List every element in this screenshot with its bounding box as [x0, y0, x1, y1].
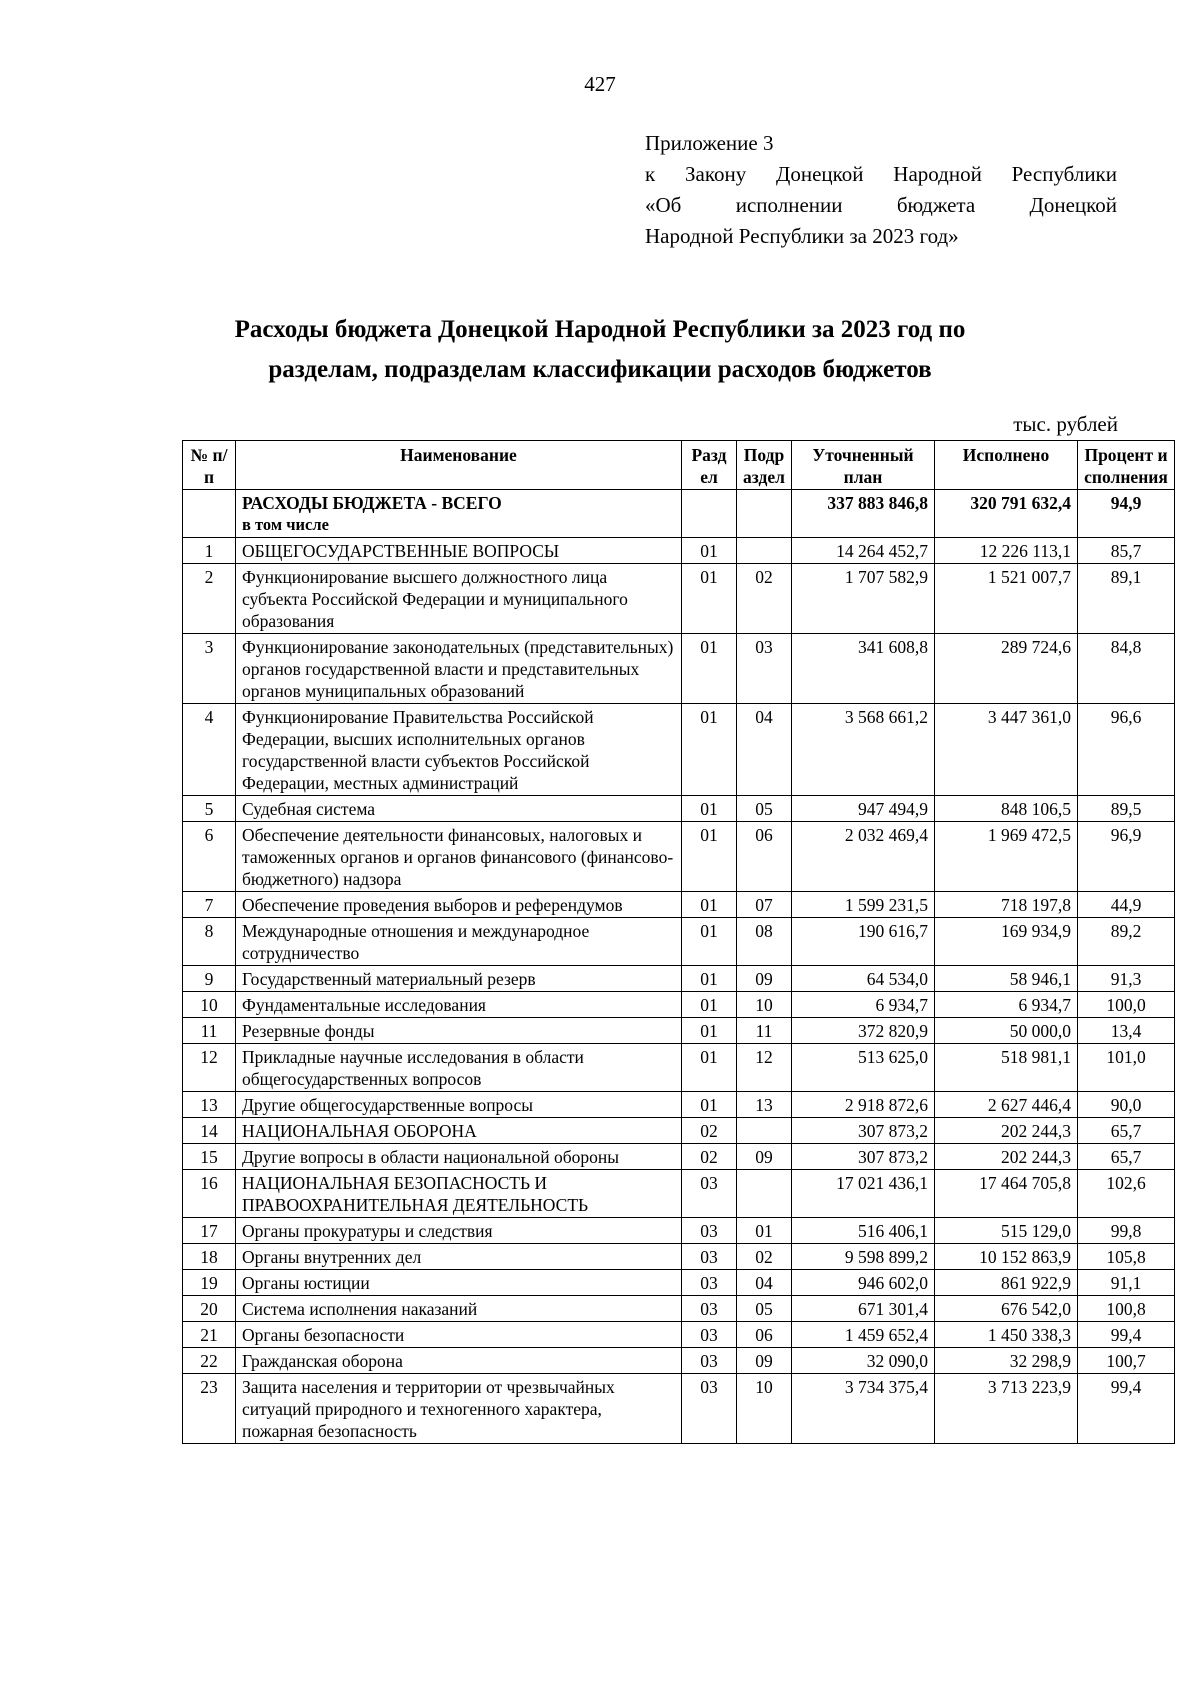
row-section: 01 [682, 1092, 737, 1118]
row-name: Органы внутренних дел [236, 1244, 682, 1270]
row-section: 02 [682, 1144, 737, 1170]
row-name: НАЦИОНАЛЬНАЯ ОБОРОНА [236, 1118, 682, 1144]
row-percent: 96,9 [1078, 822, 1175, 892]
row-plan: 946 602,0 [792, 1270, 935, 1296]
row-num: 13 [183, 1092, 236, 1118]
row-percent: 101,0 [1078, 1044, 1175, 1092]
table-row [183, 1118, 1175, 1144]
table-row [183, 1270, 1175, 1296]
row-subsection: 12 [737, 1044, 792, 1092]
row-subsection: 13 [737, 1092, 792, 1118]
header-percent: Процент исполнения [1078, 441, 1175, 490]
table-row [183, 1092, 1175, 1118]
row-name: Судебная система [236, 796, 682, 822]
table-row [183, 1218, 1175, 1244]
row-section: 01 [682, 564, 737, 634]
row-num: 4 [183, 704, 236, 796]
row-section: 01 [682, 966, 737, 992]
row-percent: 99,4 [1078, 1322, 1175, 1348]
row-section: 01 [682, 918, 737, 966]
row-name: Органы юстиции [236, 1270, 682, 1296]
table-row [183, 892, 1175, 918]
table-row [183, 1322, 1175, 1348]
row-subsection [737, 1118, 792, 1144]
row-percent: 65,7 [1078, 1118, 1175, 1144]
row-num: 2 [183, 564, 236, 634]
row-executed: 3 447 361,0 [935, 704, 1078, 796]
table-row [183, 822, 1175, 892]
row-executed: 848 106,5 [935, 796, 1078, 822]
row-name: Фундаментальные исследования [236, 992, 682, 1018]
row-num: 10 [183, 992, 236, 1018]
row-percent: 85,7 [1078, 538, 1175, 564]
row-name: Обеспечение проведения выборов и референдумов [236, 892, 682, 918]
row-executed: 10 152 863,9 [935, 1244, 1078, 1270]
row-subsection: 09 [737, 1144, 792, 1170]
table-body [183, 490, 1175, 1444]
header-section: Раздел [682, 441, 737, 490]
row-executed: 515 129,0 [935, 1218, 1078, 1244]
row-subsection: 05 [737, 1296, 792, 1322]
total-executed: 320 791 632,4 [935, 490, 1078, 538]
row-executed: 518 981,1 [935, 1044, 1078, 1092]
row-num: 21 [183, 1322, 236, 1348]
row-plan: 307 873,2 [792, 1144, 935, 1170]
units-label: тыс. рублей [1013, 412, 1118, 436]
row-num: 16 [183, 1170, 236, 1218]
row-executed: 289 724,6 [935, 634, 1078, 704]
row-num: 7 [183, 892, 236, 918]
row-section: 03 [682, 1374, 737, 1444]
budget-table [182, 440, 1175, 1444]
row-executed: 1 450 338,3 [935, 1322, 1078, 1348]
row-num: 20 [183, 1296, 236, 1322]
row-section: 03 [682, 1170, 737, 1218]
total-percent: 94,9 [1078, 490, 1175, 538]
row-num: 23 [183, 1374, 236, 1444]
page-number: 427 [584, 72, 616, 96]
row-plan: 9 598 899,2 [792, 1244, 935, 1270]
row-section: 01 [682, 992, 737, 1018]
header-plan: Уточненный план [792, 441, 935, 490]
appendix-line-4: Народной Республики за 2023 год» [645, 224, 959, 248]
row-subsection: 11 [737, 1018, 792, 1044]
table-row [183, 1296, 1175, 1322]
table-row [183, 1348, 1175, 1374]
row-subsection [737, 538, 792, 564]
row-name: Функционирование Правительства Российской Федерации, высших исполнительных органов государственной власти субъектов Российской Федерации, местных администраций [236, 704, 682, 796]
row-section: 03 [682, 1296, 737, 1322]
table-row [183, 1044, 1175, 1092]
header-subsection: Подраздел [737, 441, 792, 490]
row-name: ОБЩЕГОСУДАРСТВЕННЫЕ ВОПРОСЫ [236, 538, 682, 564]
table-row [183, 1374, 1175, 1444]
row-percent: 100,0 [1078, 992, 1175, 1018]
row-subsection: 08 [737, 918, 792, 966]
row-num: 17 [183, 1218, 236, 1244]
row-plan: 307 873,2 [792, 1118, 935, 1144]
row-subsection: 06 [737, 822, 792, 892]
row-num: 8 [183, 918, 236, 966]
row-plan: 32 090,0 [792, 1348, 935, 1374]
total-row [183, 490, 1175, 538]
table-row [183, 966, 1175, 992]
row-percent: 89,2 [1078, 918, 1175, 966]
row-subsection: 04 [737, 1270, 792, 1296]
total-sublabel: в том числе [242, 515, 329, 534]
row-plan: 64 534,0 [792, 966, 935, 992]
row-percent: 99,8 [1078, 1218, 1175, 1244]
row-subsection: 09 [737, 966, 792, 992]
row-executed: 6 934,7 [935, 992, 1078, 1018]
row-name: Обеспечение деятельности финансовых, налоговых и таможенных органов и органов финансового (финансово-бюджетного) надзора [236, 822, 682, 892]
row-num: 14 [183, 1118, 236, 1144]
header-name: Наименование [236, 441, 682, 490]
row-subsection: 10 [737, 1374, 792, 1444]
row-plan: 372 820,9 [792, 1018, 935, 1044]
row-section: 01 [682, 822, 737, 892]
row-plan: 513 625,0 [792, 1044, 935, 1092]
row-executed: 718 197,8 [935, 892, 1078, 918]
row-name: Другие вопросы в области национальной обороны [236, 1144, 682, 1170]
row-num: 9 [183, 966, 236, 992]
row-percent: 89,5 [1078, 796, 1175, 822]
row-name: Органы безопасности [236, 1322, 682, 1348]
row-num: 19 [183, 1270, 236, 1296]
row-section: 01 [682, 1044, 737, 1092]
row-subsection: 02 [737, 1244, 792, 1270]
row-subsection: 02 [737, 564, 792, 634]
row-plan: 1 707 582,9 [792, 564, 935, 634]
row-section: 01 [682, 538, 737, 564]
table-row [183, 538, 1175, 564]
row-section: 01 [682, 704, 737, 796]
header-num: № п/п [183, 441, 236, 490]
table-row [183, 564, 1175, 634]
header-executed: Исполнено [935, 441, 1078, 490]
row-executed: 861 922,9 [935, 1270, 1078, 1296]
table-row [183, 1170, 1175, 1218]
row-percent: 91,1 [1078, 1270, 1175, 1296]
row-executed: 17 464 705,8 [935, 1170, 1078, 1218]
row-num: 18 [183, 1244, 236, 1270]
row-name: Функционирование законодательных (представительных) органов государственной власти и представительных органов муниципальных образований [236, 634, 682, 704]
row-percent: 13,4 [1078, 1018, 1175, 1044]
row-percent: 100,7 [1078, 1348, 1175, 1374]
row-subsection: 03 [737, 634, 792, 704]
row-subsection: 01 [737, 1218, 792, 1244]
row-section: 03 [682, 1270, 737, 1296]
row-section: 03 [682, 1348, 737, 1374]
row-plan: 17 021 436,1 [792, 1170, 935, 1218]
row-plan: 341 608,8 [792, 634, 935, 704]
row-executed: 676 542,0 [935, 1296, 1078, 1322]
row-percent: 91,3 [1078, 966, 1175, 992]
row-executed: 3 713 223,9 [935, 1374, 1078, 1444]
total-subsection [737, 490, 792, 538]
row-num: 22 [183, 1348, 236, 1374]
row-num: 6 [183, 822, 236, 892]
appendix-line-2: к Закону Донецкой Народной Республики [645, 162, 1117, 186]
row-plan: 2 918 872,6 [792, 1092, 935, 1118]
row-section: 03 [682, 1218, 737, 1244]
row-executed: 32 298,9 [935, 1348, 1078, 1374]
row-num: 12 [183, 1044, 236, 1092]
row-subsection: 10 [737, 992, 792, 1018]
row-name: Прикладные научные исследования в области общегосударственных вопросов [236, 1044, 682, 1092]
row-executed: 1 969 472,5 [935, 822, 1078, 892]
row-executed: 202 244,3 [935, 1118, 1078, 1144]
total-label: РАСХОДЫ БЮДЖЕТА - ВСЕГО [242, 493, 502, 513]
row-percent: 100,8 [1078, 1296, 1175, 1322]
table-row [183, 1144, 1175, 1170]
row-plan: 947 494,9 [792, 796, 935, 822]
row-section: 01 [682, 1018, 737, 1044]
row-percent: 44,9 [1078, 892, 1175, 918]
row-executed: 50 000,0 [935, 1018, 1078, 1044]
total-section [682, 490, 737, 538]
row-executed: 12 226 113,1 [935, 538, 1078, 564]
row-subsection [737, 1170, 792, 1218]
row-percent: 84,8 [1078, 634, 1175, 704]
table-row [183, 1244, 1175, 1270]
table-row [183, 634, 1175, 704]
row-plan: 1 459 652,4 [792, 1322, 935, 1348]
row-name: Резервные фонды [236, 1018, 682, 1044]
row-percent: 65,7 [1078, 1144, 1175, 1170]
row-num: 3 [183, 634, 236, 704]
table-row [183, 704, 1175, 796]
row-plan: 190 616,7 [792, 918, 935, 966]
row-percent: 89,1 [1078, 564, 1175, 634]
row-num: 11 [183, 1018, 236, 1044]
row-name: Гражданская оборона [236, 1348, 682, 1374]
row-subsection: 06 [737, 1322, 792, 1348]
row-num: 1 [183, 538, 236, 564]
row-percent: 99,4 [1078, 1374, 1175, 1444]
row-name: Государственный материальный резерв [236, 966, 682, 992]
total-name [236, 490, 682, 538]
row-name: Защита населения и территории от чрезвычайных ситуаций природного и техногенного характера, пожарная безопасность [236, 1374, 682, 1444]
row-subsection: 04 [737, 704, 792, 796]
appendix-block [645, 128, 1117, 252]
row-name: Функционирование высшего должностного лица субъекта Российской Федерации и муниципального образования [236, 564, 682, 634]
row-num: 5 [183, 796, 236, 822]
row-percent: 90,0 [1078, 1092, 1175, 1118]
row-percent: 102,6 [1078, 1170, 1175, 1218]
table-row [183, 1018, 1175, 1044]
row-executed: 202 244,3 [935, 1144, 1078, 1170]
row-percent: 96,6 [1078, 704, 1175, 796]
total-num [183, 490, 236, 538]
row-section: 01 [682, 892, 737, 918]
row-plan: 2 032 469,4 [792, 822, 935, 892]
row-plan: 14 264 452,7 [792, 538, 935, 564]
row-section: 02 [682, 1118, 737, 1144]
title-line-1: Расходы бюджета Донецкой Народной Республики за 2023 год по [234, 316, 966, 343]
row-executed: 1 521 007,7 [935, 564, 1078, 634]
row-name: Органы прокуратуры и следствия [236, 1218, 682, 1244]
row-name: Международные отношения и международное сотрудничество [236, 918, 682, 966]
row-subsection: 05 [737, 796, 792, 822]
row-executed: 58 946,1 [935, 966, 1078, 992]
total-plan: 337 883 846,8 [792, 490, 935, 538]
row-plan: 516 406,1 [792, 1218, 935, 1244]
row-plan: 3 568 661,2 [792, 704, 935, 796]
row-plan: 3 734 375,4 [792, 1374, 935, 1444]
row-plan: 671 301,4 [792, 1296, 935, 1322]
row-name: Система исполнения наказаний [236, 1296, 682, 1322]
row-section: 01 [682, 634, 737, 704]
appendix-line-3: «Об исполнении бюджета Донецкой [645, 193, 1117, 217]
table-header-row [183, 441, 1175, 490]
row-num: 15 [183, 1144, 236, 1170]
row-executed: 2 627 446,4 [935, 1092, 1078, 1118]
row-percent: 105,8 [1078, 1244, 1175, 1270]
row-plan: 6 934,7 [792, 992, 935, 1018]
row-section: 01 [682, 796, 737, 822]
row-section: 03 [682, 1244, 737, 1270]
document-title [150, 310, 1050, 390]
table-row [183, 992, 1175, 1018]
title-line-2: разделам, подразделам классификации расходов бюджетов [268, 356, 932, 383]
table-row [183, 918, 1175, 966]
row-section: 03 [682, 1322, 737, 1348]
row-subsection: 09 [737, 1348, 792, 1374]
table-row [183, 796, 1175, 822]
row-name: Другие общегосударственные вопросы [236, 1092, 682, 1118]
row-plan: 1 599 231,5 [792, 892, 935, 918]
row-subsection: 07 [737, 892, 792, 918]
appendix-line-1: Приложение 3 [645, 131, 774, 155]
row-name: НАЦИОНАЛЬНАЯ БЕЗОПАСНОСТЬ И ПРАВООХРАНИТЕЛЬНАЯ ДЕЯТЕЛЬНОСТЬ [236, 1170, 682, 1218]
row-executed: 169 934,9 [935, 918, 1078, 966]
